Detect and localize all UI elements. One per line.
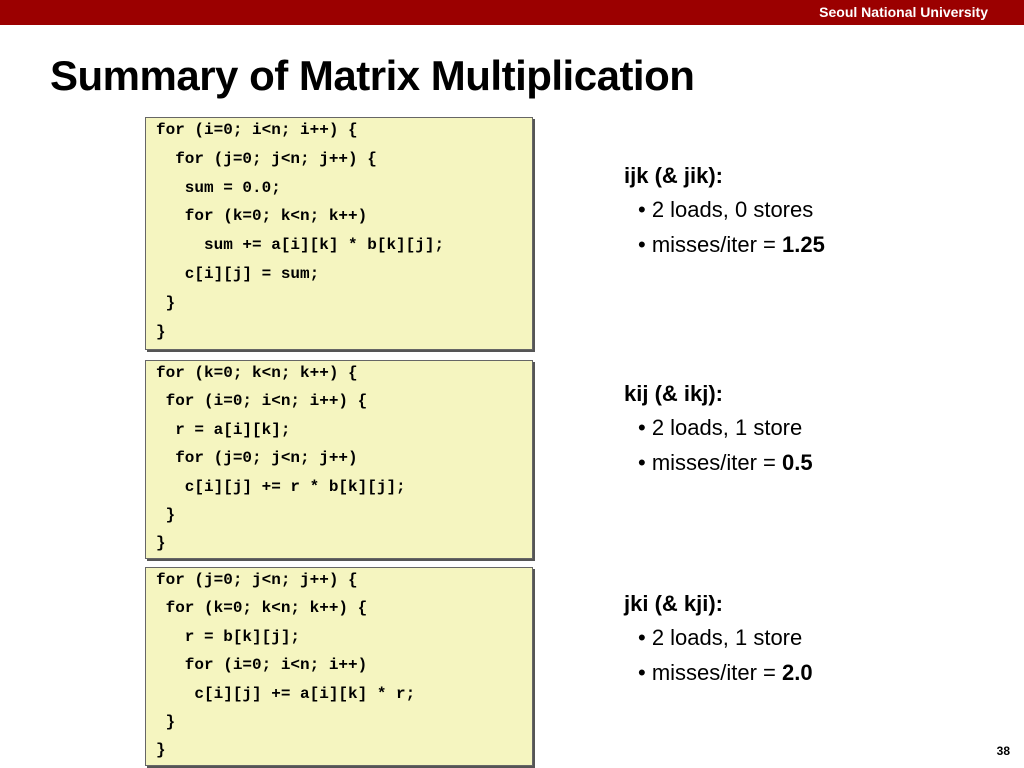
code-line: }: [156, 534, 166, 553]
misses-per-iter: [624, 445, 813, 480]
code-line: sum += a[i][k] * b[k][j];: [156, 236, 445, 255]
summary-label: jki (& kji):: [624, 591, 724, 616]
summary-kij: [624, 378, 813, 480]
code-line: c[i][j] += r * b[k][j];: [156, 477, 406, 496]
header-bar: [0, 0, 1024, 25]
misses-per-iter: [624, 655, 813, 690]
code-line: }: [156, 712, 176, 731]
misses-value: 0.5: [782, 450, 813, 475]
code-block-ijk: [145, 117, 533, 350]
code-line: }: [156, 741, 166, 760]
loads-stores-text: • 2 loads, 0 stores: [638, 197, 814, 222]
code-line: for (k=0; k<n; k++) {: [156, 364, 358, 382]
code-line: for (i=0; i<n; i++) {: [156, 392, 368, 411]
code-block-jki: [145, 567, 533, 766]
code-line: r = b[k][j];: [156, 627, 301, 646]
misses-value: 1.25: [782, 232, 825, 257]
code-line: }: [156, 293, 176, 312]
misses-prefix: • misses/iter =: [638, 660, 783, 685]
summary-label: kij (& ikj):: [624, 381, 724, 406]
code-line: c[i][j] += a[i][k] * r;: [156, 684, 416, 703]
code-line: sum = 0.0;: [156, 178, 281, 197]
loads-stores-text: • 2 loads, 1 store: [638, 625, 803, 650]
loads-stores-text: • 2 loads, 1 store: [638, 415, 803, 440]
misses-per-iter: [624, 227, 825, 262]
code-line: for (j=0; j<n; j++) {: [156, 571, 358, 589]
code-line: for (j=0; j<n; j++): [156, 449, 358, 468]
code-line: for (k=0; k<n; k++): [156, 207, 368, 226]
code-block-kij: [145, 360, 533, 559]
institution-name: Seoul National University: [819, 4, 988, 20]
code-line: for (i=0; i<n; i++) {: [156, 121, 358, 139]
summary-ijk: [624, 160, 825, 262]
code-line: r = a[i][k];: [156, 420, 291, 439]
summary-label: ijk (& jik):: [624, 163, 724, 188]
code-line: for (j=0; j<n; j++) {: [156, 149, 377, 168]
code-line: for (k=0; k<n; k++) {: [156, 599, 368, 618]
page-number: 38: [996, 744, 1010, 758]
misses-value: 2.0: [782, 660, 813, 685]
code-line: for (i=0; i<n; i++): [156, 656, 368, 675]
slide-title: Summary of Matrix Multiplication: [50, 52, 695, 99]
misses-prefix: • misses/iter =: [638, 232, 783, 257]
code-line: c[i][j] = sum;: [156, 264, 320, 283]
code-line: }: [156, 322, 166, 341]
summary-jki: [624, 588, 813, 690]
misses-prefix: • misses/iter =: [638, 450, 783, 475]
code-line: }: [156, 505, 176, 524]
